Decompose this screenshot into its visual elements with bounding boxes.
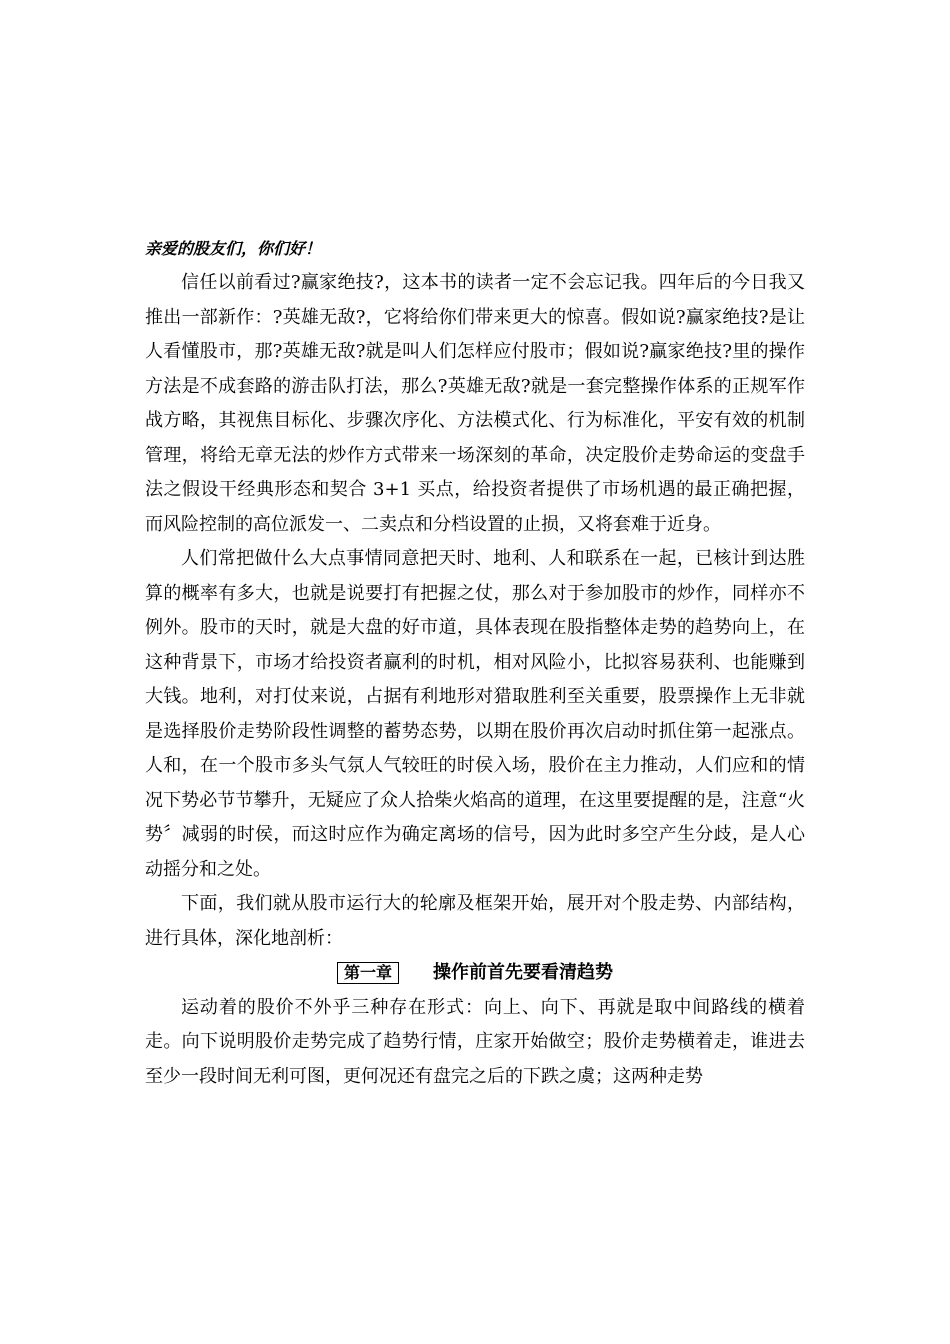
chapter-heading	[145, 956, 805, 991]
intro-paragraph-1: 信任以前看过?赢家绝技?，这本书的读者一定不会忘记我。四年后的今日我又推出一部新作：?英雄无敌?，它将给你们带来更大的惊喜。假如说?赢家绝技?是让人看懂股市，那?英雄无敌?就是叫人们怎样应付股市；假如说?赢家绝技?里的操作方法是不成套路的游击队打法，那么?英雄无敌?就是一套完整操作体系的正规军作战方略，其视焦目标化、步骤次序化、方法模式化、行为标准化，平安有效的机制管理，将给无章无法的炒作方式带来一场深刻的革命，决定股价走势命运的变盘手法之假设干经典形态和契合 3+1 买点，给投资者提供了市场机遇的最正确把握，而风险控制的高位派发一、二卖点和分档设置的止损，又将套难于近身。	[145, 272, 805, 535]
chapter-title: 操作前首先要看清趋势	[433, 962, 613, 983]
intro-paragraph-2: 人们常把做什么大点事情同意把天时、地利、人和联系在一起，已核计到达胜算的概率有多大，也就是说要打有把握之仗，那么对于参加股市的炒作，同样亦不例外。股市的天时，就是大盘的好市道，具体表现在股指整体走势的趋势向上，在这种背景下，市场才给投资者赢利的时机，相对风险小，比拟容易获利、也能赚到大钱。地利，对打仗来说，占据有利地形对猎取胜利至关重要，股票操作上无非就是选择股价走势阶段性调整的蓄势态势，以期在股价再次启动时抓住第一起涨点。人和，在一个股市多头气氛人气较旺的时侯入场，股价在主力推动，人们应和的情况下势必节节攀升，无疑应了众人拾柴火焰高的道理，在这里要提醒的是，注意“火势〞减弱的时侯，而这时应作为确定离场的信号，因为此时多空产生分歧，是人心动摇分和之处。	[145, 548, 805, 880]
intro-paragraph-3: 下面，我们就从股市运行大的轮廓及框架开始，展开对个股走势、内部结构，进行具体，深化地剖析：	[145, 893, 805, 949]
document-page	[145, 232, 805, 1094]
greeting: 亲爱的股友们，你们好！	[145, 239, 322, 258]
chapter-number: 第一章	[337, 962, 399, 984]
chapter-paragraph-1: 运动着的股价不外乎三种存在形式：向上、向下、再就是取中间路线的横着走。向下说明股价走势完成了趋势行情，庄家开始做空；股价走势横着走，谁进去至少一段时间无利可图，更何况还有盘完之后的下跌之虞；这两种走势	[145, 996, 805, 1087]
